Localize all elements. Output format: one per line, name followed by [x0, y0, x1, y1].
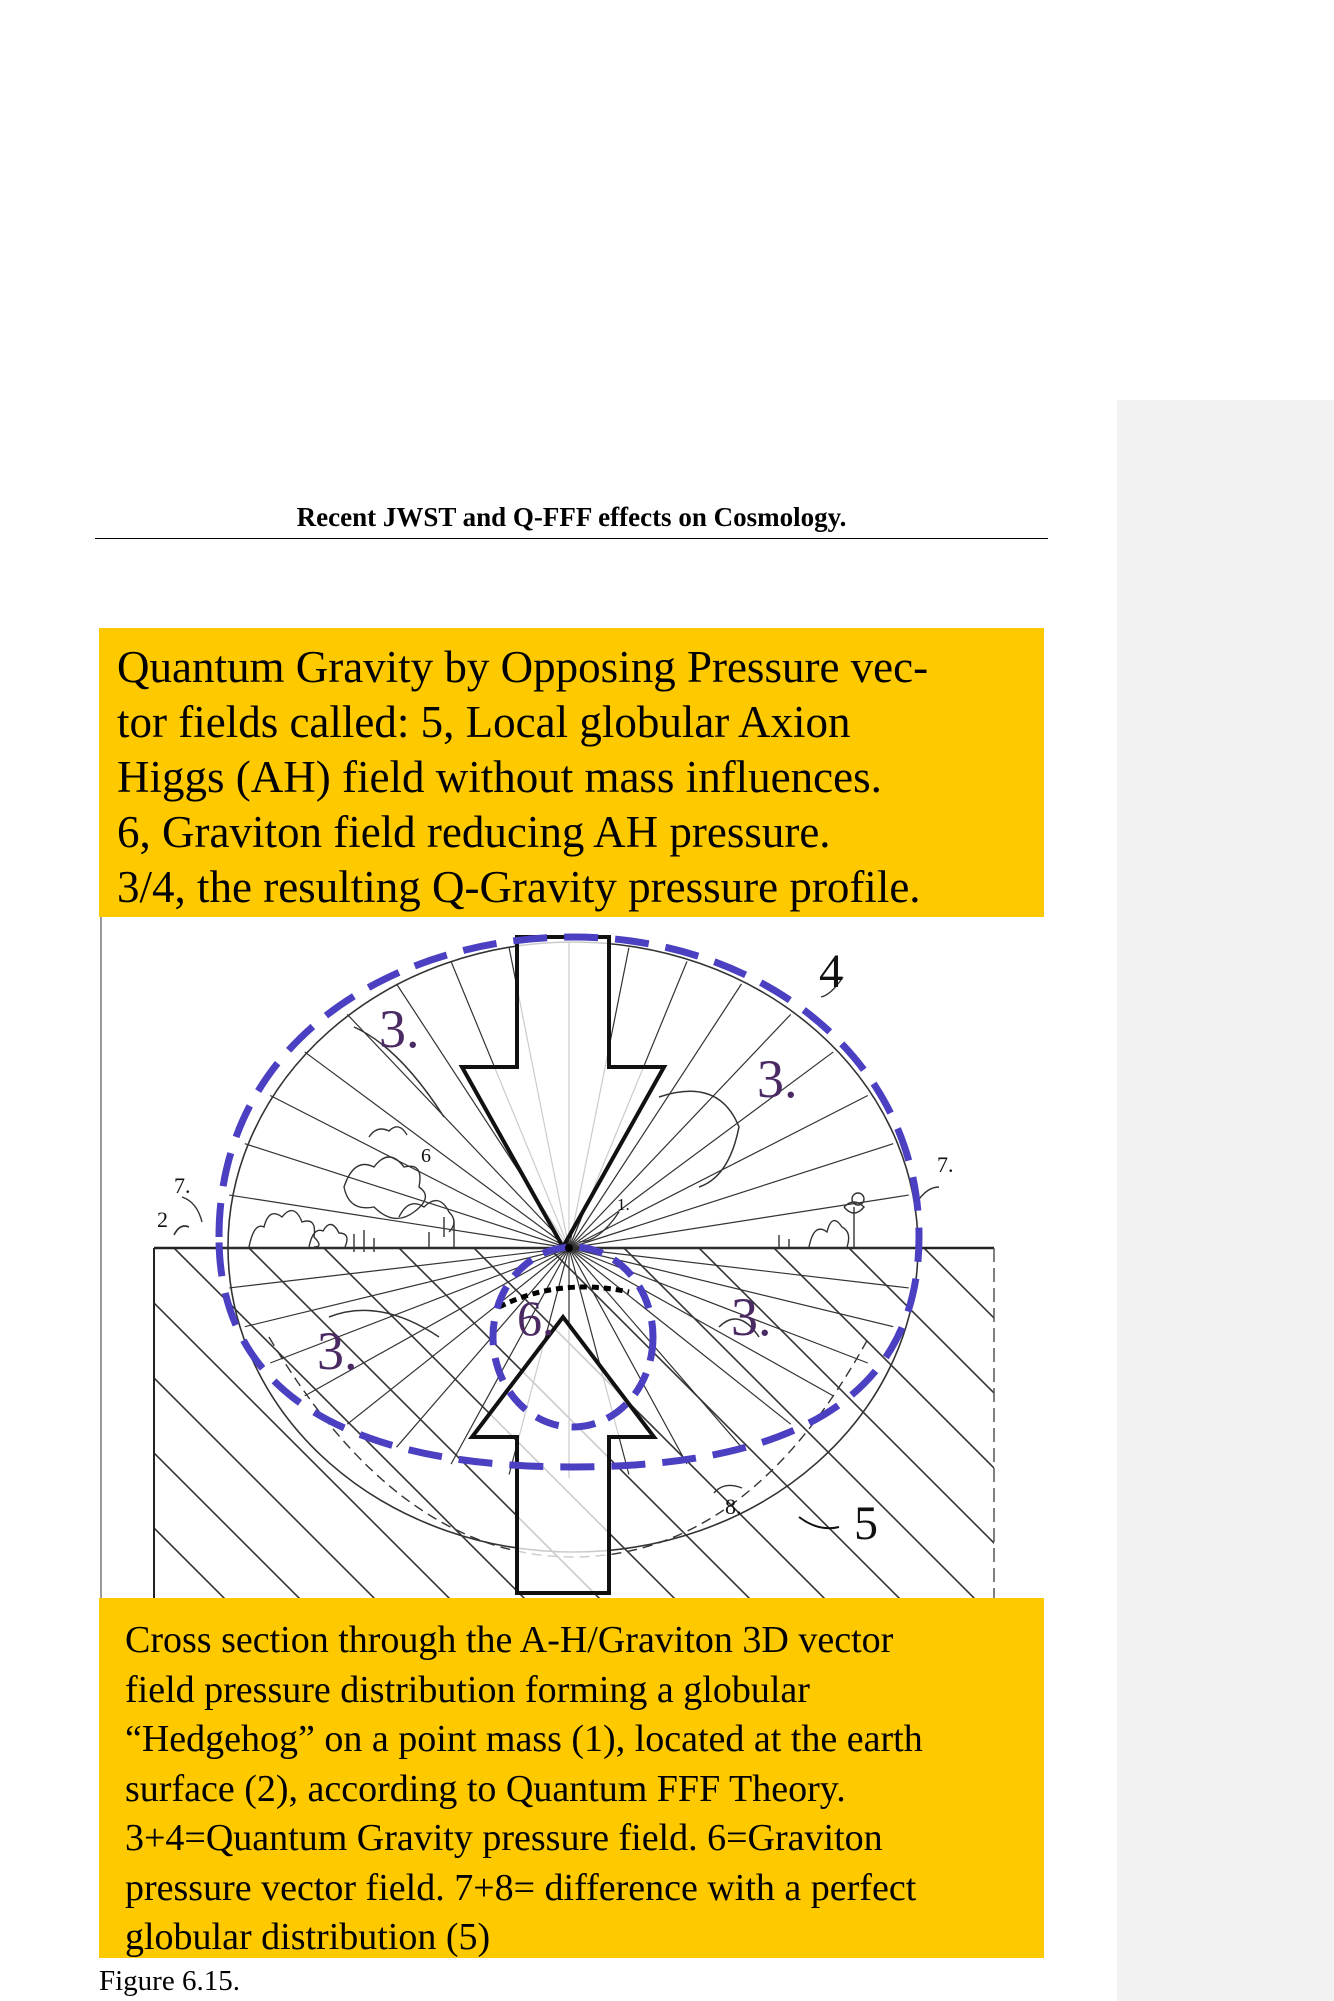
bottom-caption-line: 3+4=Quantum Gravity pressure field. 6=Graviton — [125, 1817, 883, 1859]
bottom-caption-line: pressure vector field. 7+8= difference with a perfect — [125, 1866, 917, 1909]
figure-label: Figure 6.15. — [99, 1965, 240, 1997]
bottom-caption-line: globular distribution (5) — [125, 1916, 491, 1958]
label-3-lower-right: 3. — [731, 1287, 772, 1347]
running-header: Recent JWST and Q-FFF effects on Cosmology. — [296, 502, 847, 532]
top-caption-line: 3/4, the resulting Q-Gravity pressure profile. — [117, 862, 921, 912]
figure — [99, 628, 1044, 1958]
bottom-caption-line: Cross section through the A-H/Graviton 3D vector — [125, 1619, 894, 1661]
label-3-upper-right: 3. — [757, 1049, 798, 1109]
label-7-left: 7. — [174, 1173, 191, 1198]
top-caption-line: Higgs (AH) field without mass influences. — [117, 752, 882, 802]
point-mass — [565, 1244, 573, 1252]
label-3-upper-left: 3. — [379, 999, 420, 1059]
label-6-center: 6. — [517, 1290, 555, 1346]
label-6-small: 6 — [421, 1145, 431, 1167]
label-4: 4 — [819, 945, 843, 998]
top-caption-line: Quantum Gravity by Opposing Pressure vec- — [117, 642, 929, 692]
bottom-caption-line: surface (2), according to Quantum FFF Theory. — [125, 1767, 846, 1810]
bottom-caption-line: field pressure distribution forming a globular — [125, 1668, 810, 1711]
figure-bottom-caption — [99, 1598, 1044, 1958]
label-5: 5 — [854, 1497, 878, 1550]
label-2: 2 — [157, 1207, 168, 1232]
figure-top-caption — [99, 628, 1044, 917]
label-3-lower-left: 3. — [317, 1321, 358, 1381]
comment-margin-panel — [1117, 400, 1334, 2001]
header-rule — [95, 538, 1048, 539]
label-7-right: 7. — [937, 1152, 954, 1177]
top-caption-line: 6, Graviton field reducing AH pressure. — [117, 807, 831, 857]
bottom-caption-line: “Hedgehog” on a point mass (1), located at the earth — [125, 1718, 923, 1760]
gravity-pressure-diagram — [99, 917, 1044, 1598]
label-8: 8. — [725, 1494, 742, 1519]
label-1: 1. — [617, 1195, 630, 1214]
top-caption-line: tor fields called: 5, Local globular Axion — [117, 697, 851, 747]
